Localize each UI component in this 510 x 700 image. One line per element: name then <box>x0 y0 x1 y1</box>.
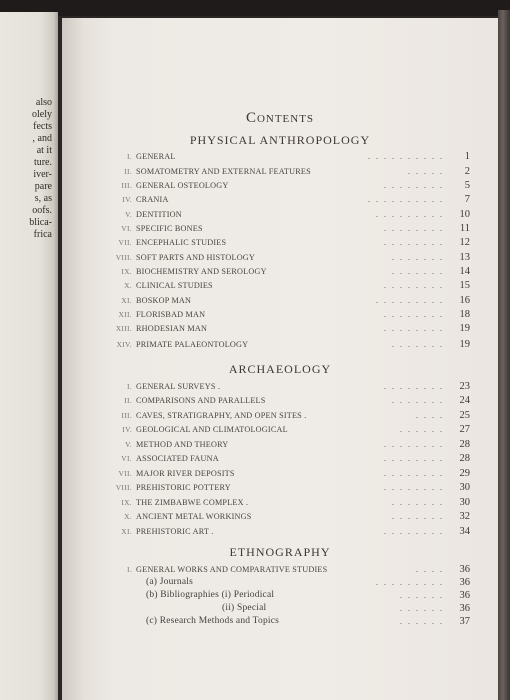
entry-title: FLORISBAD MAN <box>136 310 206 319</box>
dot-leader: . . . . <box>416 565 444 574</box>
dot-leader: . . . . . . . . . <box>376 296 444 305</box>
entry-page-number: 1 <box>464 151 470 162</box>
entry-page-number: 28 <box>459 439 470 450</box>
section-title-physical-anthropology: PHYSICAL ANTHROPOLOGY <box>189 133 371 147</box>
entry-page-number: 24 <box>459 395 470 406</box>
entry-page-number: 25 <box>459 410 470 421</box>
dot-leader: . . . . . . . . <box>384 382 444 391</box>
entry-number: I. <box>127 565 132 574</box>
entry-number: V. <box>125 210 132 219</box>
entry-page-number: 32 <box>459 511 470 522</box>
dot-leader: . . . . . . . . <box>384 310 444 319</box>
entry-title: PRIMATE PALAEONTOLOGY <box>136 340 249 349</box>
entry-number: XII. <box>118 310 132 319</box>
toc-entry <box>102 279 470 292</box>
entry-number: I. <box>127 382 132 391</box>
toc-entry <box>102 338 470 351</box>
entry-title: (ii) Special <box>222 603 267 613</box>
entry-number: VI. <box>121 454 132 463</box>
entry-title: COMPARISONS AND PARALLELS <box>136 396 266 405</box>
entry-page-number: 36 <box>459 577 470 588</box>
dot-leader: . . . . . . . <box>392 253 444 262</box>
entry-number: X. <box>124 512 132 521</box>
entry-page-number: 36 <box>459 590 470 601</box>
toc-entry <box>102 496 470 509</box>
entry-number: III. <box>121 181 132 190</box>
dot-leader: . . . . . . . . <box>384 224 444 233</box>
toc-entry <box>102 525 470 538</box>
entry-number: VII. <box>118 469 132 478</box>
entry-title: BOSKOP MAN <box>136 296 192 305</box>
toc-entry <box>102 423 470 436</box>
section-title-archaeology: ARCHAEOLOGY <box>228 362 332 376</box>
left-page-text-line: pare <box>34 181 52 192</box>
dot-leader: . . . . . . . . <box>384 454 444 463</box>
entry-title: GENERAL OSTEOLOGY <box>136 181 229 190</box>
entry-number: IX. <box>121 498 132 507</box>
entry-page-number: 34 <box>459 526 470 537</box>
entry-number: IV. <box>122 425 132 434</box>
entry-page-number: 7 <box>464 194 470 205</box>
entry-page-number: 36 <box>459 564 470 575</box>
toc-entry <box>102 208 470 221</box>
entry-page-number: 28 <box>459 453 470 464</box>
toc-entry <box>102 467 470 480</box>
toc-subentry <box>102 615 470 628</box>
toc-subentry <box>102 602 470 615</box>
entry-title: MAJOR RIVER DEPOSITS <box>136 469 235 478</box>
toc-subentry <box>102 589 470 602</box>
left-page-text-line: also <box>35 97 52 108</box>
dot-leader: . . . . . <box>408 167 444 176</box>
entry-page-number: 36 <box>459 603 470 614</box>
entry-page-number: 12 <box>459 237 470 248</box>
toc-entry <box>102 193 470 206</box>
toc-entry <box>102 438 470 451</box>
toc-entry <box>102 265 470 278</box>
entry-title: PREHISTORIC POTTERY <box>136 483 231 492</box>
left-page-text-line: frica <box>33 229 52 240</box>
dot-leader: . . . . . . . . <box>384 181 444 190</box>
toc-entry <box>102 563 470 576</box>
dot-leader: . . . . . . . . . . <box>368 152 444 161</box>
entry-title: RHODESIAN MAN <box>136 324 208 333</box>
dot-leader: . . . . . . . <box>392 498 444 507</box>
entry-number: XIV. <box>116 340 132 349</box>
dot-leader: . . . . <box>416 411 444 420</box>
entry-page-number: 5 <box>464 180 470 191</box>
entry-page-number: 30 <box>459 482 470 493</box>
entry-number: XI. <box>121 527 132 536</box>
entry-number: VII. <box>118 238 132 247</box>
entry-number: IX. <box>121 267 132 276</box>
page-stack-edge <box>498 10 510 700</box>
entry-title: ASSOCIATED FAUNA <box>136 454 219 463</box>
toc-entry <box>102 294 470 307</box>
entry-page-number: 14 <box>459 266 470 277</box>
dot-leader: . . . . . . . . <box>384 483 444 492</box>
entry-title: METHOD AND THEORY <box>136 440 229 449</box>
left-page-text-line: oofs. <box>32 205 52 216</box>
entry-number: X. <box>124 281 132 290</box>
dot-leader: . . . . . . . <box>392 267 444 276</box>
dot-leader: . . . . . . . . <box>384 469 444 478</box>
dot-leader: . . . . . . <box>400 425 444 434</box>
entry-number: VIII. <box>115 253 132 262</box>
entry-title: SOMATOMETRY AND EXTERNAL FEATURES <box>136 167 311 176</box>
entry-title: SOFT PARTS AND HISTOLOGY <box>136 253 256 262</box>
left-page-text-line: , and <box>32 133 52 144</box>
dot-leader: . . . . . . <box>400 604 444 613</box>
toc-entry <box>102 179 470 192</box>
left-page-text-line: s, as <box>34 193 52 204</box>
entry-number: I. <box>127 152 132 161</box>
entry-number: XIII. <box>115 324 132 333</box>
toc-entry <box>102 222 470 235</box>
left-facing-page <box>0 12 58 700</box>
entry-title: GENERAL <box>136 152 176 161</box>
entry-title: PREHISTORIC ART . <box>136 527 214 536</box>
entry-number: VI. <box>121 224 132 233</box>
entry-title: CRANIA <box>136 195 169 204</box>
toc-subentry <box>102 576 470 589</box>
dot-leader: . . . . . . . . . . <box>368 195 444 204</box>
left-page-text-line: at it <box>36 145 52 156</box>
entry-title: SPECIFIC BONES <box>136 224 203 233</box>
entry-number: XI. <box>121 296 132 305</box>
entry-title: GENERAL WORKS AND COMPARATIVE STUDIES <box>136 565 328 574</box>
dot-leader: . . . . . . . . <box>384 440 444 449</box>
entry-page-number: 11 <box>459 223 470 234</box>
toc-entry <box>102 510 470 523</box>
dot-leader: . . . . . . . . <box>384 324 444 333</box>
entry-number: VIII. <box>115 483 132 492</box>
toc-entry <box>102 394 470 407</box>
entry-title: BIOCHEMISTRY AND SEROLOGY <box>136 267 267 276</box>
left-page-text-line: fects <box>33 121 52 132</box>
entry-number: IV. <box>122 195 132 204</box>
dot-leader: . . . . . . . . <box>384 527 444 536</box>
entry-page-number: 23 <box>459 381 470 392</box>
toc-entry <box>102 308 470 321</box>
entry-page-number: 13 <box>459 252 470 263</box>
entry-page-number: 27 <box>459 424 470 435</box>
toc-entry <box>102 165 470 178</box>
entry-title: ANCIENT METAL WORKINGS <box>136 512 252 521</box>
left-page-text-line: blica- <box>29 217 52 228</box>
dot-leader: . . . . . . . . . <box>376 210 444 219</box>
entry-title: CAVES, STRATIGRAPHY, AND OPEN SITES . <box>136 411 307 420</box>
dot-leader: . . . . . . . . . <box>376 578 444 587</box>
entry-page-number: 37 <box>459 616 470 627</box>
contents-title: Contents <box>245 110 315 126</box>
entry-page-number: 19 <box>459 339 470 350</box>
entry-title: GENERAL SURVEYS . <box>136 382 221 391</box>
contents-page <box>62 18 498 700</box>
toc-entry <box>102 150 470 163</box>
toc-entry <box>102 236 470 249</box>
toc-entry <box>102 251 470 264</box>
left-page-text-line: ture. <box>33 157 52 168</box>
entry-number: II. <box>124 167 132 176</box>
left-page-text-line: iver- <box>33 169 52 180</box>
entry-page-number: 29 <box>459 468 470 479</box>
scanner-top-band <box>0 0 510 16</box>
entry-title: CLINICAL STUDIES <box>136 281 213 290</box>
entry-page-number: 10 <box>459 209 470 220</box>
entry-page-number: 16 <box>459 295 470 306</box>
dot-leader: . . . . . . . <box>392 396 444 405</box>
entry-title: ENCEPHALIC STUDIES <box>136 238 227 247</box>
entry-title: THE ZIMBABWE COMPLEX . <box>136 498 249 507</box>
dot-leader: . . . . . . . <box>392 512 444 521</box>
entry-number: II. <box>124 396 132 405</box>
entry-page-number: 18 <box>459 309 470 320</box>
dot-leader: . . . . . . . . <box>384 238 444 247</box>
entry-number: V. <box>125 440 132 449</box>
entry-page-number: 2 <box>464 166 470 177</box>
entry-title: (c) Research Methods and Topics <box>146 616 280 626</box>
toc-entry <box>102 380 470 393</box>
dot-leader: . . . . . . <box>400 617 444 626</box>
dot-leader: . . . . . . . <box>392 340 444 349</box>
entry-title: DENTITION <box>136 210 182 219</box>
dot-leader: . . . . . . . . <box>384 281 444 290</box>
entry-title: (b) Bibliographies (i) Periodical <box>146 590 275 600</box>
entry-title: (a) Journals <box>146 577 193 587</box>
entry-page-number: 15 <box>459 280 470 291</box>
toc-entry <box>102 322 470 335</box>
left-page-text-line: olely <box>32 109 52 120</box>
toc-entry <box>102 409 470 422</box>
entry-number: III. <box>121 411 132 420</box>
entry-page-number: 19 <box>459 323 470 334</box>
toc-entry <box>102 452 470 465</box>
dot-leader: . . . . . . <box>400 591 444 600</box>
toc-entry <box>102 481 470 494</box>
section-title-ethnography: ETHNOGRAPHY <box>229 545 331 559</box>
entry-title: GEOLOGICAL AND CLIMATOLOGICAL <box>136 425 288 434</box>
entry-page-number: 30 <box>459 497 470 508</box>
